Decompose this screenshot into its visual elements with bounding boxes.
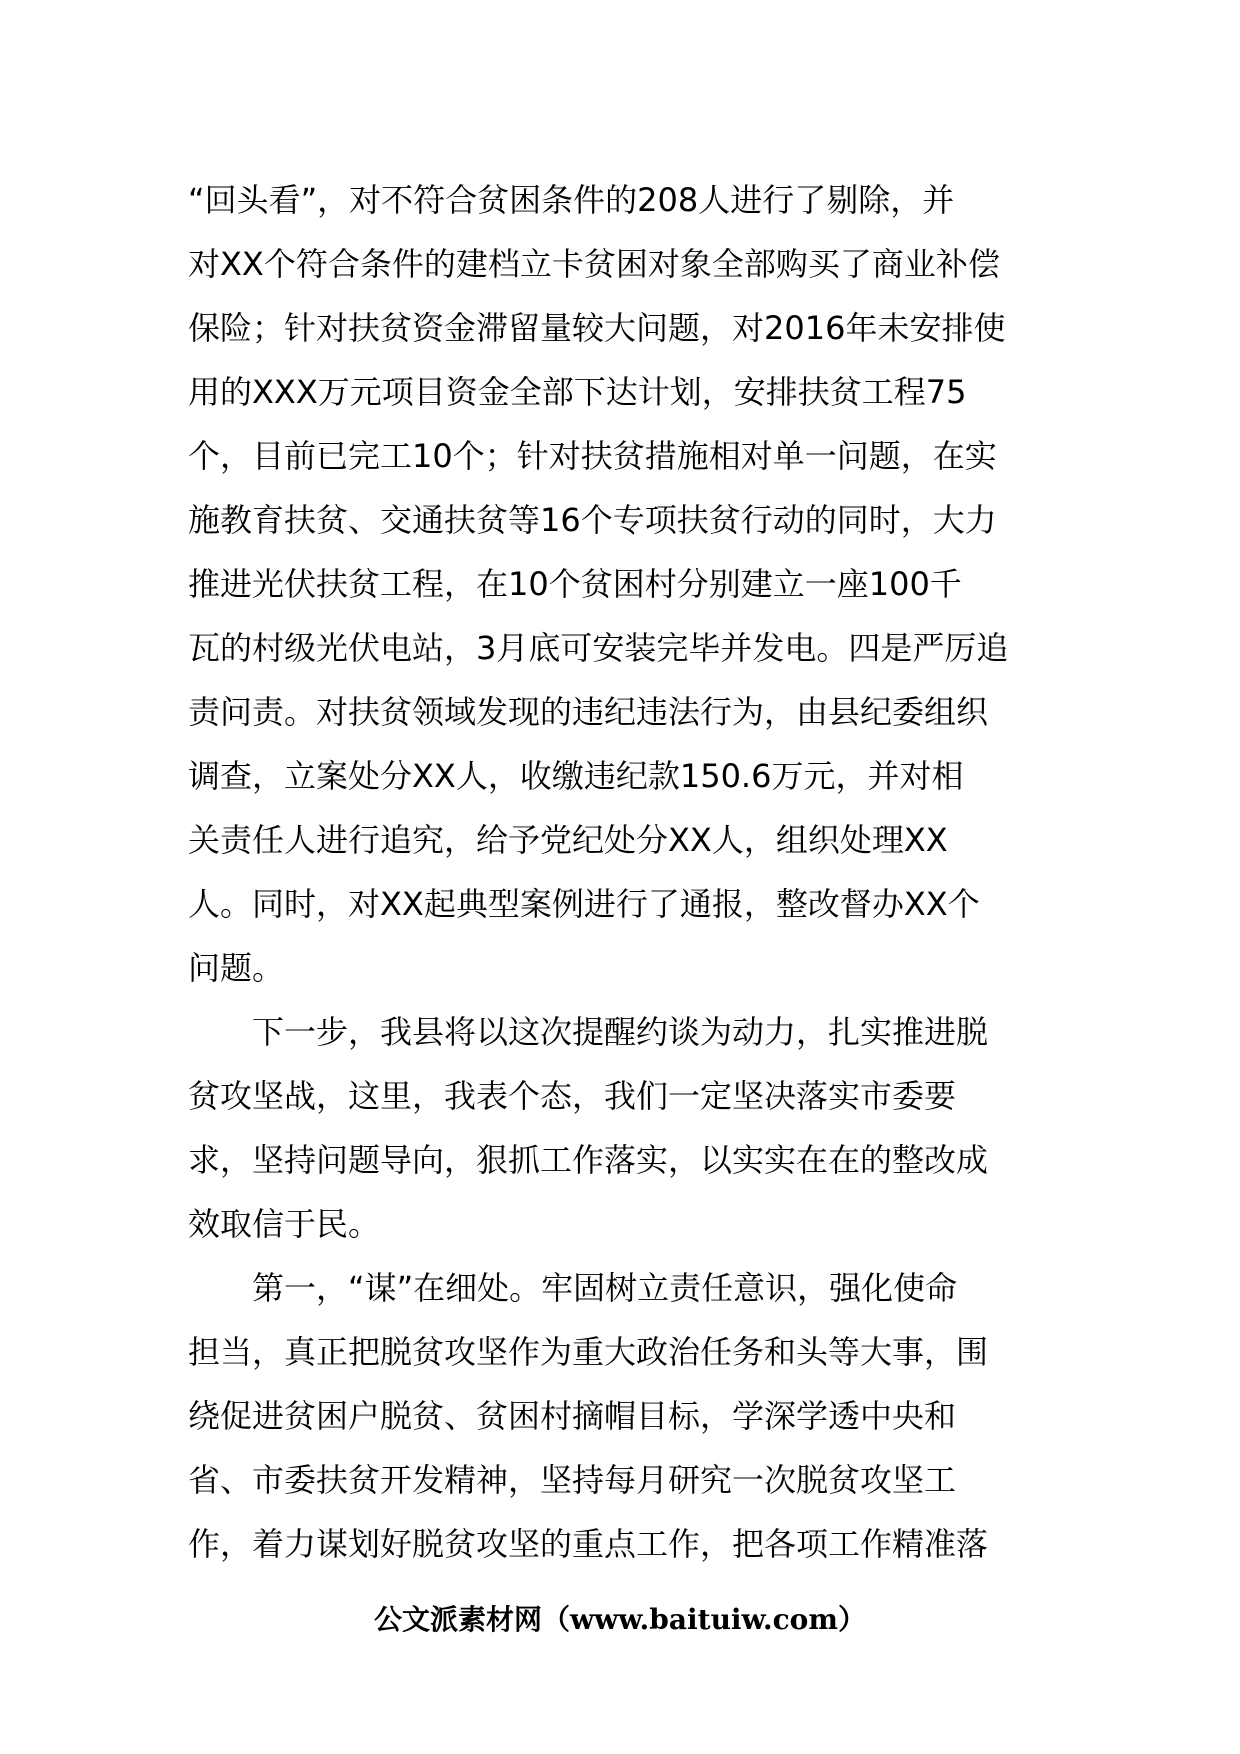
text-line: “回头看”，对不符合贫困条件的208人进行了剔除，并 [188,181,955,219]
text-line: 问题。 [188,949,285,987]
text-line: 第一，“谋”在细处。牢固树立责任意识，强化使命 [252,1269,958,1307]
text-line: 绕促进贫困户脱贫、贫困村摘帽目标，学深学透中央和 [188,1397,957,1435]
text-line: 人。同时，对XX起典型案例进行了通报，整改督办XX个 [188,885,980,923]
text-line: 瓦的村级光伏电站，3月底可安装完毕并发电。四是严厉追 [188,629,1009,667]
body-text [188,168,1060,1576]
text-line: 用的XXX万元项目资金全部下达计划，安排扶贫工程75 [188,373,967,411]
text-line: 推进光伏扶贫工程，在10个贫困村分别建立一座100千 [188,565,962,603]
text-line: 保险；针对扶贫资金滞留量较大问题，对2016年未安排使 [188,309,1006,347]
text-line: 施教育扶贫、交通扶贫等16个专项扶贫行动的同时，大力 [188,501,997,539]
text-line: 个，目前已完工10个；针对扶贫措施相对单一问题，在实 [188,437,997,475]
text-line: 作，着力谋划好脱贫攻坚的重点工作，把各项工作精准落 [188,1525,989,1563]
text-line: 求，坚持问题导向，狠抓工作落实，以实实在在的整改成 [188,1141,989,1179]
text-line: 对XX个符合条件的建档立卡贫困对象全部购买了商业补偿 [188,245,1000,283]
text-line: 调查，立案处分XX人，收缴违纪款150.6万元，并对相 [188,757,964,795]
text-line: 下一步，我县将以这次提醒约谈为动力，扎实推进脱 [252,1013,989,1051]
text-line: 担当，真正把脱贫攻坚作为重大政治任务和头等大事，围 [188,1333,989,1371]
footer-watermark: 公文派素材网（www.baituiw.com） [374,1603,866,1636]
text-line: 关责任人进行追究，给予党纪处分XX人，组织处理XX [188,821,948,859]
text-line: 省、市委扶贫开发精神，坚持每月研究一次脱贫攻坚工 [188,1461,957,1499]
text-line: 效取信于民。 [188,1205,381,1243]
text-line: 责问责。对扶贫领域发现的违纪违法行为，由县纪委组织 [188,693,989,731]
text-line: 贫攻坚战，这里，我表个态，我们一定坚决落实市委要 [188,1077,957,1115]
